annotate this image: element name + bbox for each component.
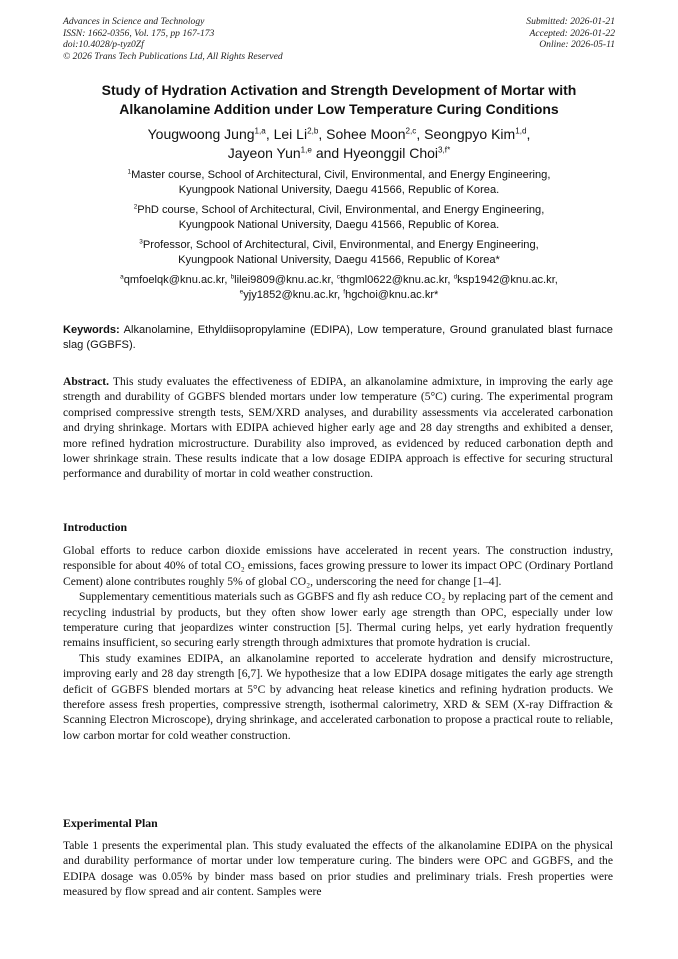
keywords: [63, 323, 613, 354]
affiliation-2: [40, 203, 638, 234]
author-separator: ,: [526, 126, 531, 142]
affiliation-mark: 1: [127, 168, 132, 176]
author-affiliation-mark: 1,d: [515, 126, 527, 136]
email-link[interactable]: ksp1942@knu.ac.kr: [457, 274, 555, 286]
abstract-label: Abstract.: [63, 375, 110, 388]
journal-header: [63, 16, 283, 62]
intro-paragraph: Supplementary cementitious materials such as GGBFS and fly ash reduce CO₂ by replacing part of the cement and recycling industrial by products, but they often show lower early age strength than OPC, especially under low temperature curing that jeopardizes winter construction [5]. Thermal curing helps, yet early hydration frequently remains insufficient, so securing early strength through admixtures that promote hydration is crucial.: [63, 590, 613, 650]
copyright-line: © 2026 Trans Tech Publications Ltd, All Rights Reserved: [63, 50, 283, 62]
author-line-2: [40, 144, 638, 163]
email-mark: f: [343, 288, 346, 296]
author-and: and: [315, 144, 340, 161]
plan-paragraph: Table 1 presents the experimental plan. This study evaluated the effects of the alkanolamine EDIPA on the physical and durability performance of mortar under low temperature curing. The binders were OPC and GGBFS, and the EDIPA dosage was 0.05% by binder mass based on prior studies and preliminary trials. Fresh properties were measured by flow spread and air content. Samples were: [63, 839, 613, 899]
email-separator: ,: [447, 274, 451, 286]
experimental-plan-body: [63, 838, 613, 900]
author-name: Yougwoong Jung: [147, 126, 255, 142]
email-separator: ,: [337, 289, 341, 302]
email-link[interactable]: yjy1852@knu.ac.kr: [243, 289, 338, 302]
online-date: Online: 2026-05-11: [539, 39, 615, 51]
email-mark: c: [336, 273, 340, 281]
author-separator: ,: [416, 126, 421, 142]
keywords-label: Keywords:: [63, 324, 120, 336]
affiliation-line: Kyungpook National University, Daegu 41566, Republic of Korea*: [178, 254, 500, 267]
email-mark: b: [230, 273, 235, 281]
email-link[interactable]: lilei9809@knu.ac.kr: [234, 274, 331, 286]
author-name: Jayeon Yun: [227, 144, 301, 161]
affiliation-1: [40, 168, 638, 199]
email-list: [40, 273, 638, 304]
email-line-1: [40, 273, 638, 288]
affiliation-line: [40, 168, 638, 183]
paper-title: [40, 81, 638, 118]
author-separator: ,: [265, 126, 270, 142]
email-link[interactable]: thgml0622@knu.ac.kr: [339, 274, 448, 286]
author-list: [40, 125, 638, 162]
author-affiliation-mark: 1,a: [254, 126, 266, 136]
affiliation-line: [40, 238, 638, 253]
email-separator: ,: [224, 274, 228, 286]
email-mark: a: [120, 273, 124, 281]
affiliation-line: Kyungpook National University, Daegu 41566, Republic of Korea.: [178, 184, 500, 197]
email-separator: ,: [554, 274, 558, 286]
title-line-2: Alkanolamine Addition under Low Temperature Curing Conditions: [119, 100, 559, 117]
affiliation-mark: 2: [133, 203, 138, 211]
experimental-plan-heading: Experimental Plan: [63, 816, 158, 830]
author-name: Sohee Moon: [326, 126, 406, 142]
affiliation-text: Master course, School of Architectural, Civil, Environmental, and Energy Engineering,: [131, 169, 551, 181]
email-line-2: [40, 288, 638, 303]
author-separator: ,: [318, 126, 323, 142]
affiliation-text: Professor, School of Architectural, Civil, Environmental, and Energy Engineering,: [142, 239, 539, 251]
dates-header: [526, 16, 615, 51]
author-affiliation-mark: 2,c: [405, 126, 417, 136]
intro-paragraph: Global efforts to reduce carbon dioxide emissions have accelerated in recent years. The construction industry, responsible for about 40% of total CO₂ emissions, faces growing pressure to lower its impact OPC (Ordinary Portland Cement) alone contributes roughly 5% of global CO₂, underscoring the need for change [1–4].: [63, 544, 613, 588]
affiliation-3: [40, 238, 638, 269]
issn-line: ISSN: 1662-0356, Vol. 175, pp 167-173: [63, 27, 215, 39]
submitted-date: Submitted: 2026-01-21: [526, 16, 615, 27]
email-separator: ,: [330, 274, 334, 286]
author-name: Seongpyo Kim: [424, 126, 516, 142]
keywords-text: Alkanolamine, Ethyldiisopropylamine (EDIPA), Low temperature, Ground granulated blast furnace slag (GGBFS).: [63, 324, 613, 352]
abstract: [63, 374, 613, 482]
affiliation-mark: 3: [139, 238, 143, 246]
author-line-1: [40, 125, 638, 144]
journal-name: Advances in Science and Technology: [63, 16, 205, 27]
affiliation-line: [40, 203, 638, 218]
affiliation-text: PhD course, School of Architectural, Civil, Environmental, and Energy Engineering,: [137, 204, 545, 216]
abstract-text: This study evaluates the effectiveness of EDIPA, an alkanolamine admixture, in improving the early age strength and durability of GGBFS blended mortars under low temperature (5°C) curing. The experimental program comprised compressive strength tests, SEM/XRD analyses, and durability assessments via accelerated carbonation and drying shrinkage. Mortars with EDIPA achieved higher early age and 28 day strengths and exhibited a denser, more refined hydration microstructure. Durability also improved, as evidenced by reduced carbonation depth and lower shrinkage strain. These results indicate that a low dosage EDIPA approach is effective for securing structural performance and durability of mortar in cold weather construction.: [63, 375, 613, 481]
author-name: Lei Li: [273, 126, 308, 142]
introduction-heading: Introduction: [63, 520, 128, 534]
intro-paragraph: This study examines EDIPA, an alkanolamine reported to accelerate hydration and densify microstructure, improving early and 28 day strength [6,7]. We hypothesize that a low EDIPA dosage mitigates the early age strength deficit of GGBFS blended mortars at 5°C by advancing heat release kinetics and refining hydration products. We therefore assess fresh properties, compressive strength, isothermal calorimetry, XRD & SEM (X-ray Diffraction & Scanning Electron Microscope), drying shrinkage, and accelerated carbonation to propose a practical route to reliable, low carbon mortar for cold weather construction.: [63, 651, 613, 742]
doi-line[interactable]: doi:10.4028/p-tyz0Zf: [63, 39, 144, 51]
abstract-paragraph: [63, 374, 613, 482]
email-mark: e: [239, 288, 244, 296]
accepted-date: Accepted: 2026-01-22: [529, 27, 615, 39]
author-affiliation-mark: 3,f*: [438, 144, 451, 154]
email-link[interactable]: qmfoelqk@knu.ac.kr: [123, 274, 225, 286]
affiliation-line: Kyungpook National University, Daegu 41566, Republic of Korea.: [178, 219, 500, 232]
email-mark: d: [453, 273, 458, 281]
author-affiliation-mark: 1,e: [300, 144, 312, 154]
title-line-1: Study of Hydration Activation and Strength Development of Mortar with: [101, 82, 577, 98]
author-name: Hyeonggil Choi: [343, 144, 439, 161]
author-affiliation-mark: 2,b: [307, 126, 319, 136]
introduction-body: [63, 543, 613, 743]
email-link[interactable]: hgchoi@knu.ac.kr*: [345, 289, 439, 302]
